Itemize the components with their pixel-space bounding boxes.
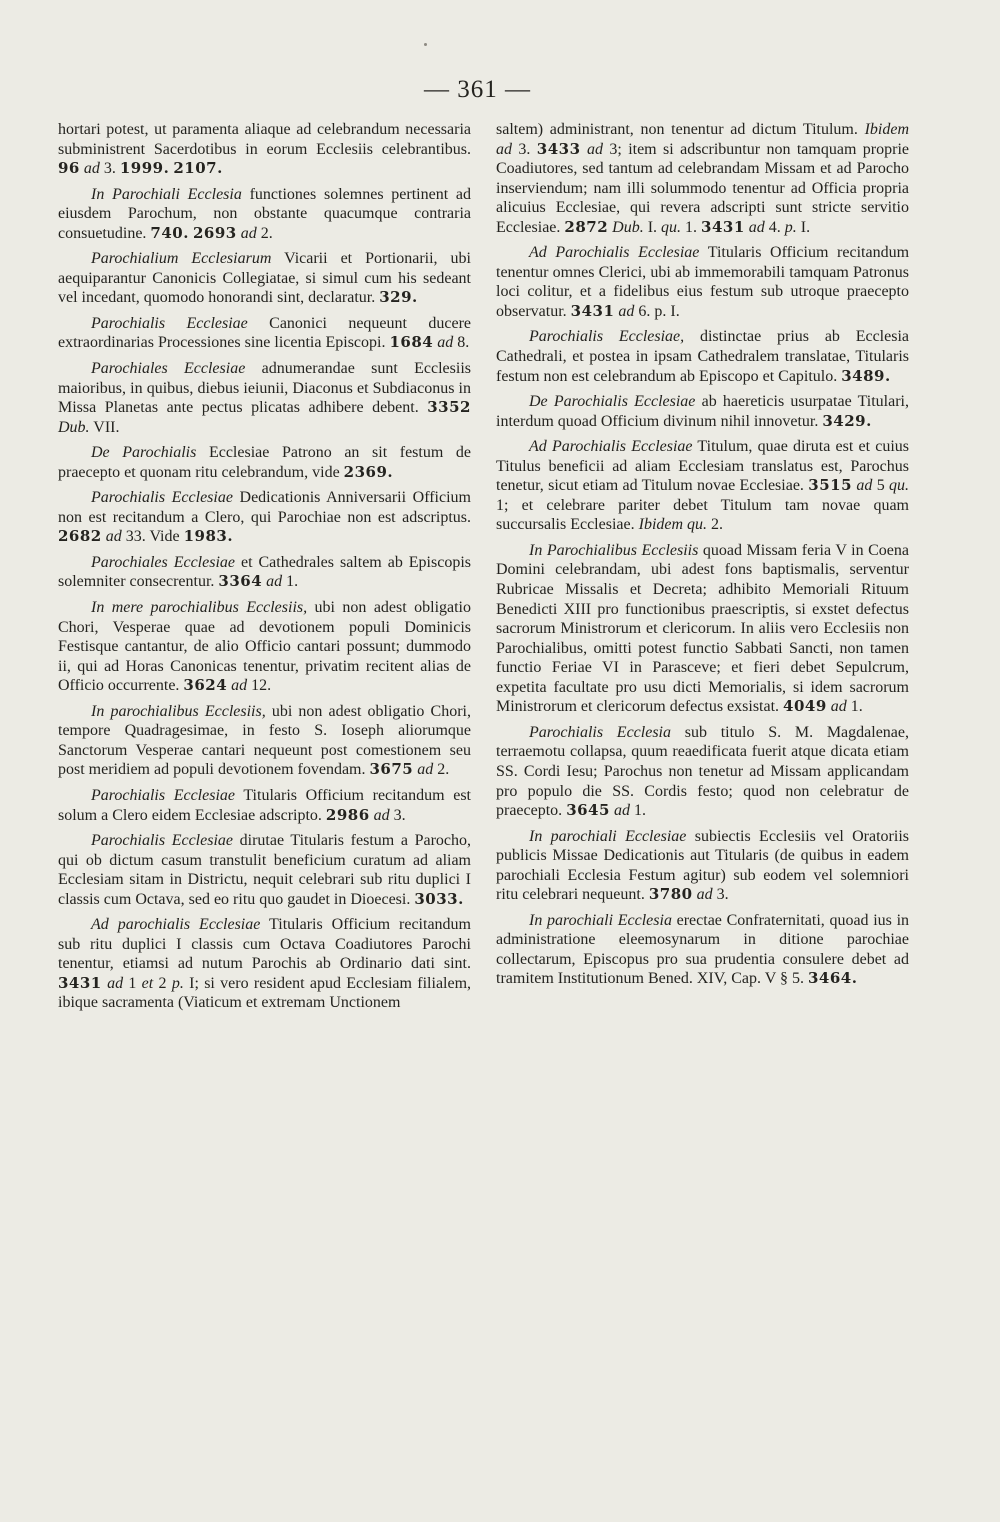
decree-number: 3431 <box>58 973 102 992</box>
decree-number: 3429. <box>822 411 872 430</box>
entry-text: subiectis Ecclesiis vel Oratoriis publicis Missae Dedicationis aut Titularis (de quibus in eadem parochiali Ecclesia Festum agitur) sub eodem vel solemniori ritu celebrari nequeunt. <box>496 827 909 904</box>
italic-term: De Parochialis Ecclesiae <box>529 393 696 411</box>
index-entry <box>496 120 909 237</box>
decree-number: 3645 <box>566 801 610 820</box>
entry-text: quoad Missam feria V in Coena Domini celebrandam, ubi adest fons baptismalis, serventur Rubricae Missalis et Decreta; adhibito Memoriali Rituum Benedicti XIII pro functionibus praescriptis, si exstet defectus sacrorum Ministrorum et clericorum. In aliis vero Ecclesiis non Parochialibus, omitti potest functio Sabbati Sancti, non tamen functio Feriae VI in Parasceve; et fieri debet Sepulcrum, expetita facultate pro usu dicti Memorialis, si idem sacrorum Ministrorum et clericorum defectus exsistat. <box>496 541 910 716</box>
entry-text: 1 <box>123 974 142 992</box>
decree-number: 2986 <box>325 805 370 824</box>
italic-term: Parochialis Ecclesiae <box>91 786 235 804</box>
italic-term: p. <box>784 218 797 236</box>
decree-number: 2369. <box>343 462 394 481</box>
italic-term: ad <box>83 160 100 178</box>
index-entry <box>58 553 471 592</box>
decree-number: 3433 <box>536 139 581 158</box>
italic-term: Parochiales Ecclesiae <box>91 553 235 571</box>
italic-term: Parochialis Ecclesia <box>529 723 672 741</box>
italic-term: Ad parochialis Ecclesiae <box>91 916 261 934</box>
decree-number: 3675 <box>369 760 414 779</box>
entry-text: adnumerandae sunt Ecclesiis maioribus, in quibus, diebus ieiunii, Diaconus et Subdiaconus in Missa Planetas ante pectus plicatas adhibere debent. <box>58 360 471 417</box>
entry-text: Titularis Officium recitandum est solum a Clero eidem Ecclesiae adscripto. <box>58 786 471 824</box>
index-entry <box>58 314 471 353</box>
decree-number: 1999. <box>119 159 170 178</box>
index-entry <box>58 702 471 780</box>
entry-text: 3. <box>512 140 537 158</box>
decree-number: 3464. <box>807 969 858 988</box>
decree-number: 2107. <box>173 159 223 178</box>
index-entry <box>58 915 471 1013</box>
entry-text: I. <box>796 218 811 236</box>
entry-text: I; si vero resident apud Ecclesiam filialem, ibique sacramenta (Viaticum et extremam Unctionem <box>58 974 472 1012</box>
italic-term: ad <box>856 477 873 495</box>
decree-number: 2872 <box>564 217 609 236</box>
index-entry <box>496 437 909 535</box>
entry-text: ubi non adest obligatio Chori, tempore Quadragesimae, in festo S. Ioseph aliorumque Sanctorum Vesperae cantari nequeunt post comestionem seu post meridiem ad populi devotionem fovendam. <box>58 702 471 779</box>
decree-number: 329. <box>379 288 418 307</box>
index-entry <box>58 249 471 308</box>
index-entry <box>58 488 471 547</box>
italic-term: p. <box>171 974 184 992</box>
index-entry <box>58 120 471 179</box>
italic-term: ad <box>417 761 434 779</box>
decree-number: 2693 <box>192 223 237 242</box>
decree-number: 1983. <box>183 527 234 546</box>
italic-term: De Parochialis <box>91 444 197 462</box>
italic-term: Ibidem ad <box>496 121 909 158</box>
entry-text: functiones solemnes pertinent ad eiusdem Parochum, non obstante quacumque contraria consuetudine. <box>58 185 471 242</box>
italic-term: In parochiali Ecclesia <box>529 911 672 929</box>
decree-number: 3364 <box>218 572 263 591</box>
italic-term: In Parochialibus Ecclesiis <box>529 541 699 559</box>
italic-term: ad <box>830 698 847 716</box>
italic-term: Parochialis Ecclesiae <box>91 489 233 507</box>
index-entry <box>496 827 909 905</box>
italic-term: In mere parochialibus Ecclesiis, <box>91 599 308 617</box>
entry-text: 1. <box>629 802 646 820</box>
decree-number: 3780 <box>648 885 693 904</box>
decree-number: 96 <box>58 159 80 178</box>
entry-text: 1; et celebrare pariter debet Titulum tam novae quam succursalis Ecclesiae. <box>496 496 909 534</box>
index-entry <box>496 327 909 386</box>
print-speck <box>424 43 427 46</box>
italic-term: In parochiali Ecclesiae <box>529 827 687 845</box>
italic-term: Parochialis Ecclesiae <box>91 314 248 332</box>
italic-term: ad <box>107 974 124 992</box>
italic-term: In parochialibus Ecclesiis, <box>91 702 266 720</box>
italic-term: Ad Parochialis Ecclesiae <box>529 244 700 262</box>
index-entry <box>58 359 471 437</box>
italic-term: ad <box>105 528 122 546</box>
decree-number: 740. <box>150 223 189 242</box>
left-column <box>58 120 471 1019</box>
entry-text: ab haereticis usurpatae Titulari, interdum quoad Officium divinum nihil innovetur. <box>496 393 909 430</box>
entry-text: ubi non adest obligatio Chori, Vesperae quae ad devotionem populi Dominicis Festisque cantantur, de alio Officio cantari possunt; dummodo ii, qui ad Horas Canonicas tenentur, privatim recitent alias de Officio occurrente. <box>58 599 472 695</box>
entry-text: Canonici nequeunt ducere extraordinarias Processiones sine licentia Episcopi. <box>58 314 471 352</box>
entry-text: 3. <box>712 886 729 904</box>
index-entry <box>496 911 909 989</box>
entry-text: dirutae Titularis festum a Parocho, qui ob dictum casum transtulit beneficium curatum ad aliam Ecclesiam sitam in Districtu, nequit celebrari sub ritu duplici I classis cum Octava, sed eo ritu quo gaudet in Dioecesi. <box>58 832 471 908</box>
italic-term: qu. <box>889 477 910 495</box>
entry-text: 2. <box>707 516 724 534</box>
italic-term: ad <box>696 886 713 904</box>
italic-term: ad <box>618 302 635 320</box>
index-entry <box>58 185 471 244</box>
italic-term: Ad Parochialis Ecclesiae <box>529 438 693 456</box>
index-entry <box>58 786 471 825</box>
entry-text: 4. <box>764 218 785 236</box>
entry-text: 2. <box>433 761 450 779</box>
italic-term: ad <box>373 806 390 824</box>
decree-number: 3431 <box>701 217 745 236</box>
right-column <box>496 120 909 995</box>
index-entry <box>58 443 471 482</box>
entry-text: sub titulo S. M. Magdalenae, terraemotu collapsa, quum reaedificata fuerit atque dicata etiam SS. Cordi Iesu; Parochus non tenetur ad Missam applicandam pro populo die SS. Cordis festo; quod non celebratur de praecepto. <box>496 723 910 820</box>
italic-term: Dub. <box>612 218 644 236</box>
italic-term: Parochialium Ecclesiarum <box>91 250 272 268</box>
decree-number: 3515 <box>808 476 853 495</box>
italic-term: qu. <box>661 218 682 236</box>
italic-term: et <box>141 974 154 992</box>
entry-text: Titularis Officium recitandum sub ritu duplici I classis cum Octava Coadiutores Parochi tenentur, etiamsi ad nutum Parochis ab Ordinario dati sint. <box>58 916 471 973</box>
italic-term: In Parochiali Ecclesia <box>91 185 242 203</box>
entry-text: 5 <box>872 477 890 495</box>
entry-text: I. <box>643 218 662 236</box>
italic-term: Parochialis Ecclesiae, <box>529 328 685 346</box>
entry-text: VII. <box>89 418 120 436</box>
decree-number: 3624 <box>183 676 228 695</box>
italic-term: Parochialis Ecclesiae <box>91 832 233 850</box>
entry-text: Ecclesiae Patrono an sit festum de praecepto et quonam ritu celebrandum, vide <box>58 444 471 481</box>
decree-number: 3352 <box>427 398 471 417</box>
index-entry <box>496 723 909 821</box>
italic-term: ad <box>231 677 248 695</box>
entry-text: Titularis Officium recitandum tenentur omnes Clerici, ubi ab immemorabili tamquam Patronus loci colitur, et a fidelibus eius festum sub utroque praecepto observatur. <box>496 244 910 320</box>
entry-text: 3; item si adscribuntur non tamquam proprie Coadiutores, sed tantum ad celebrandam Missam et ad Parocho inserviendum; nam illi solummodo tenentur ad Officia propria alicuius Ecclesiae, qui revera adscripti sunt stricte servitio Ecclesiae. <box>496 140 910 236</box>
entry-text: 3. <box>389 806 406 824</box>
decree-number: 3431 <box>570 301 615 320</box>
entry-text: 12. <box>247 677 272 695</box>
entry-text: Dedicationis Anniversarii Officium non est recitandum a Clero, qui Parochiae non est adscriptus. <box>58 489 471 526</box>
italic-term: Ibidem qu. <box>638 516 708 534</box>
entry-text: 1. <box>282 573 299 591</box>
italic-term: ad <box>437 334 454 352</box>
entry-text: et Cathedrales saltem ab Episcopis solemniter consecrentur. <box>58 553 471 591</box>
decree-number: 2682 <box>58 527 102 546</box>
entry-text: 1. <box>846 698 863 716</box>
decree-number: 3489. <box>841 366 891 385</box>
entry-text: 2. <box>256 224 273 242</box>
entry-text: Vicarii et Portionarii, ubi aequiparantur Canonicis Collegiatae, si simul cum his sedeant vel incedant, quomodo honorandi sint, declaratur. <box>58 250 472 307</box>
page-number-header: — 361 — <box>424 76 531 103</box>
italic-term: Parochiales Ecclesiae <box>91 360 246 378</box>
italic-term: ad <box>266 573 283 591</box>
entry-text: 1. <box>681 218 702 236</box>
index-entry <box>496 541 909 717</box>
entry-text: Titulum, quae diruta est et cuius Titulus beneficii ad aliam Ecclesiam translatus est, Parochus tenetur, sicut etiam ad Titulum novae Ecclesiae. <box>496 438 909 495</box>
entry-text: 33. Vide <box>121 528 184 546</box>
decree-number: 3033. <box>414 889 464 908</box>
entry-text: 6. p. I. <box>634 302 680 320</box>
entry-text: distinctae prius ab Ecclesia Cathedrali, et postea in ipsam Cathedralem translatae, Titularis festum non est celebrandum ab Episcopo et Capitulo. <box>496 328 909 385</box>
entry-text: saltem) administrant, non tenentur ad dictum Titulum. <box>496 121 865 138</box>
index-entry <box>58 598 471 696</box>
decree-number: 4049 <box>783 697 827 716</box>
index-entry <box>58 831 471 909</box>
italic-term: ad <box>613 802 630 820</box>
index-entry <box>496 243 909 321</box>
decree-number: 1684 <box>389 333 434 352</box>
entry-text: 2 <box>153 974 172 992</box>
italic-term: ad <box>586 140 603 158</box>
index-entry <box>496 392 909 431</box>
italic-term: ad <box>240 224 257 242</box>
entry-text: hortari potest, ut paramenta aliaque ad celebrandum necessaria subministrent Sacerdotibus in eorum Ecclesiis celebrantibus. <box>58 121 471 158</box>
italic-term: Dub. <box>58 418 90 436</box>
italic-term: ad <box>748 218 765 236</box>
entry-text: 8. <box>453 334 470 352</box>
entry-text: erectae Confraternitati, quoad ius in administratione eleemosynarum in ditione parochiae collectarum, Episcopus pro sua prudentia consulere debet ad tramitem Institutionum Bened. XIV, Cap. V § 5. <box>496 911 910 988</box>
entry-text: 3. <box>99 160 120 178</box>
